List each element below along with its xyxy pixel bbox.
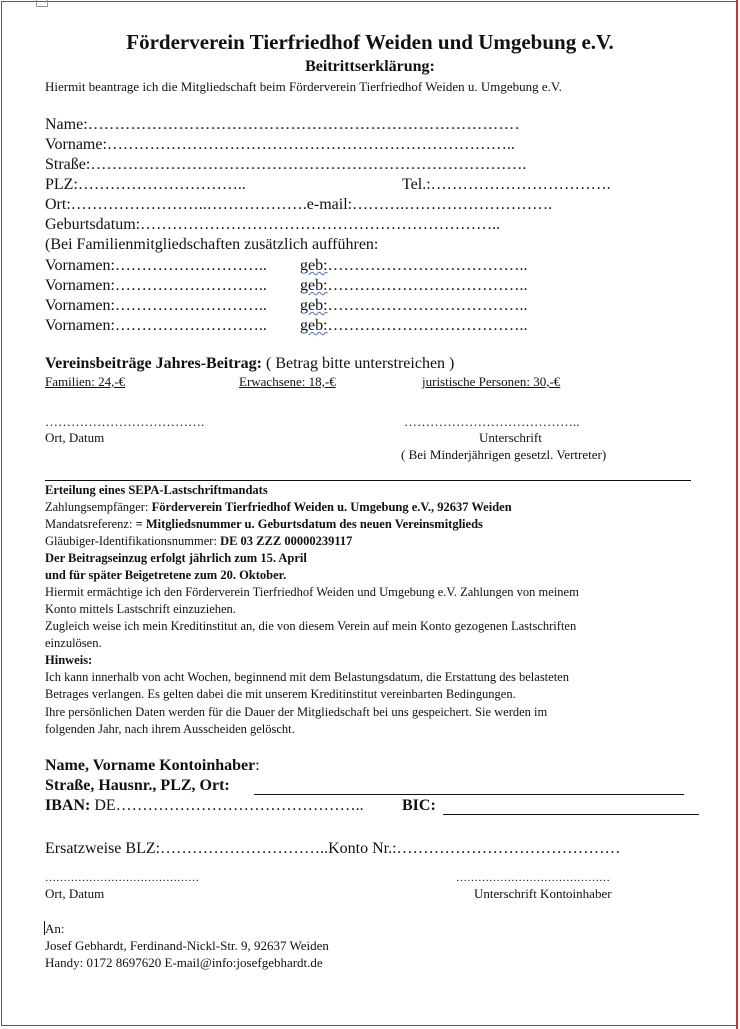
document-title: Förderverein Tierfriedhof Weiden und Umgebung e.V. bbox=[126, 30, 614, 54]
geb-label: geb: bbox=[300, 297, 328, 314]
family-geb-field[interactable] bbox=[300, 277, 528, 295]
fee-familien[interactable]: Familien: 24,-€ bbox=[45, 374, 126, 389]
mandat-value: = Mitgliedsnummer u. Geburtsdatum des neuen Vereinsmitglieds bbox=[135, 517, 483, 531]
sepa-einzug-2: und für später Beigetretene zum 20. Oktober. bbox=[45, 568, 287, 582]
ort-datum-dots[interactable]: ………………………………. bbox=[45, 414, 205, 429]
family-vornamen-field[interactable]: Vornamen:……………………….. bbox=[45, 297, 267, 314]
geburtsdatum-field[interactable]: Geburtsdatum:………………………………………………………….. bbox=[45, 216, 501, 233]
iban-dots: DE……………………………………….. bbox=[90, 797, 364, 814]
kontoinhaber-colon: : bbox=[255, 757, 260, 774]
account-unterschrift-dots[interactable]: …………………………………… bbox=[456, 872, 610, 884]
geb-label: geb: bbox=[300, 257, 328, 274]
ort-email-field[interactable]: Ort:……………………..……………….e-mail:……….………………………. bbox=[45, 196, 553, 213]
iban-label: IBAN: bbox=[45, 797, 91, 814]
fee-erwachsene[interactable]: Erwachsene: 18,-€ bbox=[239, 374, 336, 389]
unterschrift-label: Unterschrift bbox=[479, 430, 542, 445]
unterschrift-dots[interactable]: ………………………………….. bbox=[404, 414, 580, 429]
geb-dots: ……………………………….. bbox=[327, 277, 528, 294]
document-subtitle: Beitrittserklärung: bbox=[305, 58, 435, 75]
vertreter-note: ( Bei Minderjährigen gesetzl. Vertreter) bbox=[401, 447, 607, 462]
geb-dots: ……………………………….. bbox=[327, 257, 528, 274]
address-line: Josef Gebhardt, Ferdinand-Nickl-Str. 9, 92637 Weiden bbox=[45, 938, 329, 953]
vorname-field[interactable]: Vorname:………………………………………………………………….. bbox=[45, 136, 515, 153]
intro-text: Hiermit beantrage ich die Mitgliedschaft beim Förderverein Tierfriedhof Weiden u. Umgebung e.V. bbox=[45, 79, 562, 94]
family-vornamen-field[interactable]: Vornamen:……………………….. bbox=[45, 317, 267, 334]
geb-label: geb: bbox=[300, 317, 328, 334]
kontoinhaber-label: Name, Vorname Kontoinhaber bbox=[45, 757, 256, 774]
geb-dots: ……………………………….. bbox=[327, 317, 528, 334]
sepa-glaeubiger bbox=[45, 534, 352, 549]
fees-note: ( Betrag bitte unterstreichen ) bbox=[262, 355, 455, 372]
geb-label: geb: bbox=[300, 277, 328, 294]
bic-label: BIC: bbox=[402, 797, 436, 814]
sepa-einzug-1: Der Beitragseinzug erfolgt jährlich zum 15. April bbox=[45, 551, 307, 565]
kontoinhaber-field[interactable] bbox=[45, 757, 260, 775]
contact-line: Handy: 0172 8697620 E-mail@info:josefgebhardt.de bbox=[45, 955, 323, 970]
fees-title: Vereinsbeiträge Jahres-Beitrag: bbox=[45, 355, 262, 372]
family-geb-field[interactable] bbox=[300, 317, 528, 335]
account-ort-datum-label: Ort, Datum bbox=[45, 886, 105, 901]
sepa-p3a: Ich kann innerhalb von acht Wochen, beginnend mit dem Belastungsdatum, die Erstattung des belasteten bbox=[45, 670, 569, 684]
sepa-heading: Erteilung eines SEPA-Lastschriftmandats bbox=[45, 483, 268, 497]
hinweis-heading: Hinweis: bbox=[45, 653, 93, 667]
fees-heading bbox=[45, 355, 454, 373]
empf-label: Zahlungsempfänger: bbox=[45, 500, 152, 514]
fee-juristisch[interactable]: juristische Personen: 30,-€ bbox=[422, 374, 561, 389]
geb-dots: ……………………………….. bbox=[327, 297, 528, 314]
tel-field[interactable]: Tel.:……………………………. bbox=[402, 176, 611, 193]
sepa-p3b: Betrages verlangen. Es gelten dabei die mit unserem Kreditinstitut vereinbarten Bedingungen. bbox=[45, 687, 516, 701]
sepa-p1a: Hiermit ermächtige ich den Förderverein Tierfriedhof Weiden und Umgebung e.V. Zahlungen von meinem bbox=[45, 585, 579, 599]
name-field[interactable]: Name:……………………………………………………………………… bbox=[45, 116, 520, 133]
an-label: An: bbox=[45, 921, 65, 936]
strasse-ort-line[interactable] bbox=[254, 794, 684, 795]
iban-field[interactable] bbox=[45, 797, 364, 815]
strasse-field[interactable]: Straße:………………………………………………………………………. bbox=[45, 156, 527, 173]
family-geb-field[interactable] bbox=[300, 297, 528, 315]
mandat-label: Mandatsreferenz: bbox=[45, 517, 136, 531]
sepa-mandat bbox=[45, 517, 483, 532]
sepa-p4b: folgenden Jahr, nach ihrem Ausscheiden gelöscht. bbox=[45, 722, 295, 736]
family-geb-field[interactable] bbox=[300, 257, 528, 275]
strasse-ort-label: Straße, Hausnr., PLZ, Ort: bbox=[45, 777, 230, 794]
account-unterschrift-label: Unterschrift Kontoinhaber bbox=[474, 886, 612, 901]
family-vornamen-field[interactable]: Vornamen:……………………….. bbox=[45, 277, 267, 294]
glaeub-value: DE 03 ZZZ 00000239117 bbox=[220, 534, 353, 548]
glaeub-label: Gläubiger-Identifikationsnummer: bbox=[45, 534, 221, 548]
page-edge-right bbox=[736, 0, 738, 1029]
ort-datum-label: Ort, Datum bbox=[45, 430, 105, 445]
account-ort-datum-dots[interactable]: …………………………………… bbox=[45, 872, 199, 884]
family-note: (Bei Familienmitgliedschaften zusätzlich aufführen: bbox=[45, 236, 379, 253]
family-vornamen-field[interactable]: Vornamen:……………………….. bbox=[45, 257, 267, 274]
sepa-p2b: einzulösen. bbox=[45, 636, 102, 650]
sepa-empfaenger bbox=[45, 500, 512, 515]
sepa-p2a: Zugleich weise ich mein Kreditinstitut an, die von diesem Verein auf mein Konto gezogenen Lastschriften bbox=[45, 619, 577, 633]
blz-konto-field[interactable]: Ersatzweise BLZ:…………………………..Konto Nr.:…………………………………… bbox=[45, 840, 621, 857]
section-divider bbox=[45, 480, 691, 481]
corner-mark bbox=[36, 0, 48, 7]
plz-field[interactable]: PLZ:………………………….. bbox=[45, 176, 246, 193]
sepa-p1b: Konto mittels Lastschrift einzuziehen. bbox=[45, 602, 236, 616]
sepa-p4a: Ihre persönlichen Daten werden für die Dauer der Mitgliedschaft bei uns gespeichert. Sie werden im bbox=[45, 705, 548, 719]
empf-value: Förderverein Tierfriedhof Weiden u. Umgebung e.V., 92637 Weiden bbox=[151, 500, 512, 514]
bic-line[interactable] bbox=[443, 814, 699, 815]
